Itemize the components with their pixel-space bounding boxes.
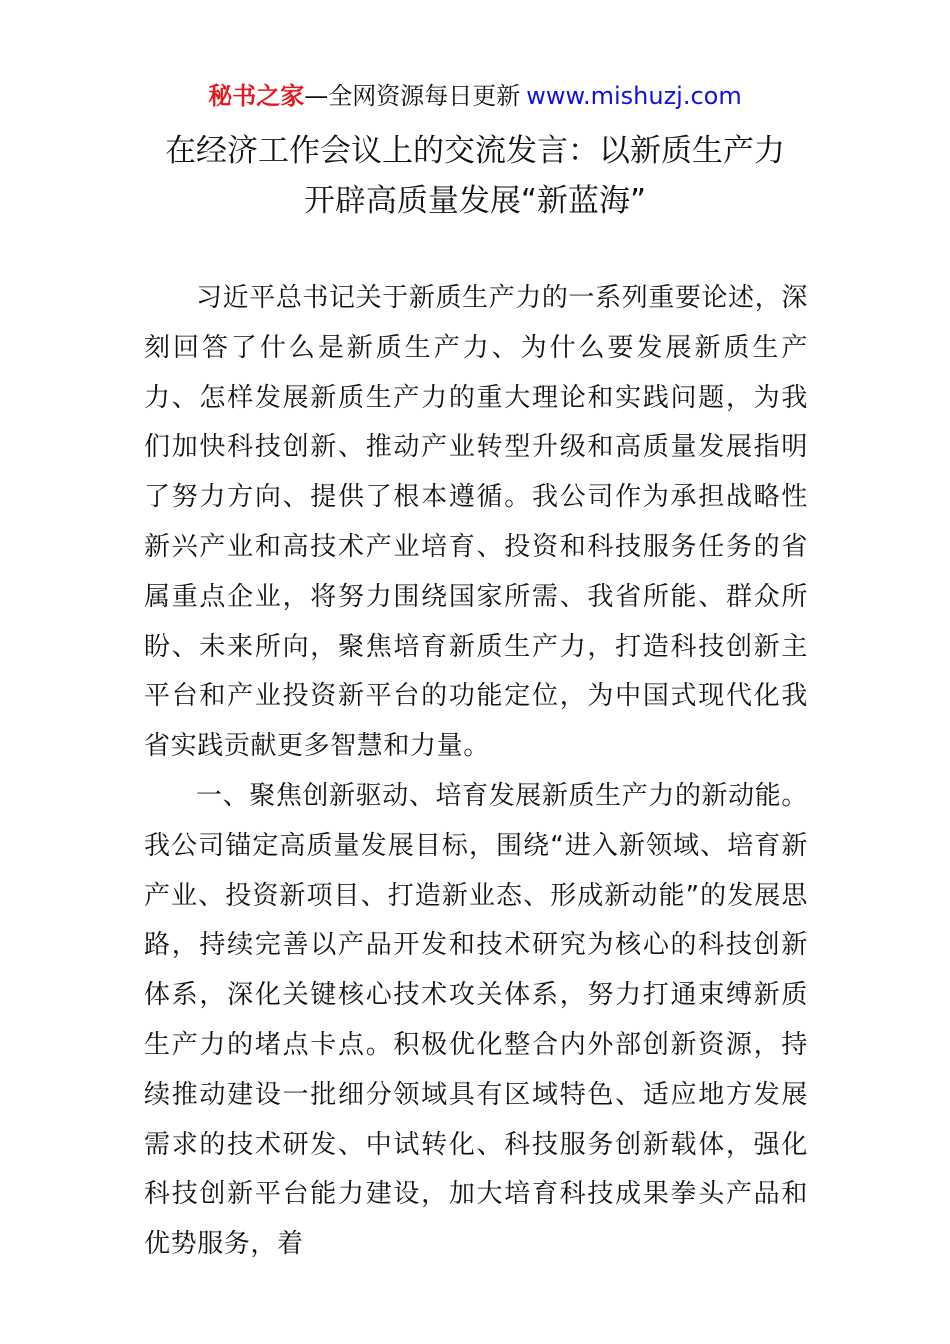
site-url-link[interactable]: www.mishuzj.com: [526, 82, 742, 110]
document-title-line-2: 开辟高质量发展“新蓝海”: [303, 183, 647, 219]
body-paragraph-section-one: 一、聚焦创新驱动、培育发展新质生产力的新动能。我公司锚定高质量发展目标，围绕“进入新领域、培育新产业、投资新项目、打造新业态、形成新动能”的发展思路，持续完善以产品开发和技术研究为核心的科技创新体系，深化关键核心技术攻关体系，努力打通束缚新质生产力的堵点卡点。积极优化整合内外部创新资源，持续推动建设一批细分领域具有区域特色、适应地方发展需求的技术研发、中试转化、科技服务创新载体，强化科技创新平台能力建设，加大培育科技成果拳头产品和优势服务，着: [144, 780, 808, 1260]
body-paragraph-intro: 习近平总书记关于新质生产力的一系列重要论述，深刻回答了什么是新质生产力、为什么要发展新质生产力、怎样发展新质生产力的重大理论和实践问题，为我们加快科技创新、推动产业转型升级和高质量发展指明了努力方向、提供了根本遵循。我公司作为承担战略性新兴产业和高技术产业培育、投资和科技服务任务的省属重点企业，将努力围绕国家所需、我省所能、群众所盼、未来所向，聚焦培育新质生产力，打造科技创新主平台和产业投资新平台的功能定位，为中国式现代化我省实践贡献更多智慧和力量。: [144, 283, 808, 762]
brand-name: 秘书之家: [208, 82, 305, 110]
document-title-line-1: 在经济工作会议上的交流发言：以新质生产力: [165, 133, 785, 169]
document-body: [144, 274, 808, 1270]
document-title: [0, 126, 950, 226]
header-tagline: —全网资源每日更新: [304, 82, 521, 110]
site-header-banner: [0, 78, 950, 114]
